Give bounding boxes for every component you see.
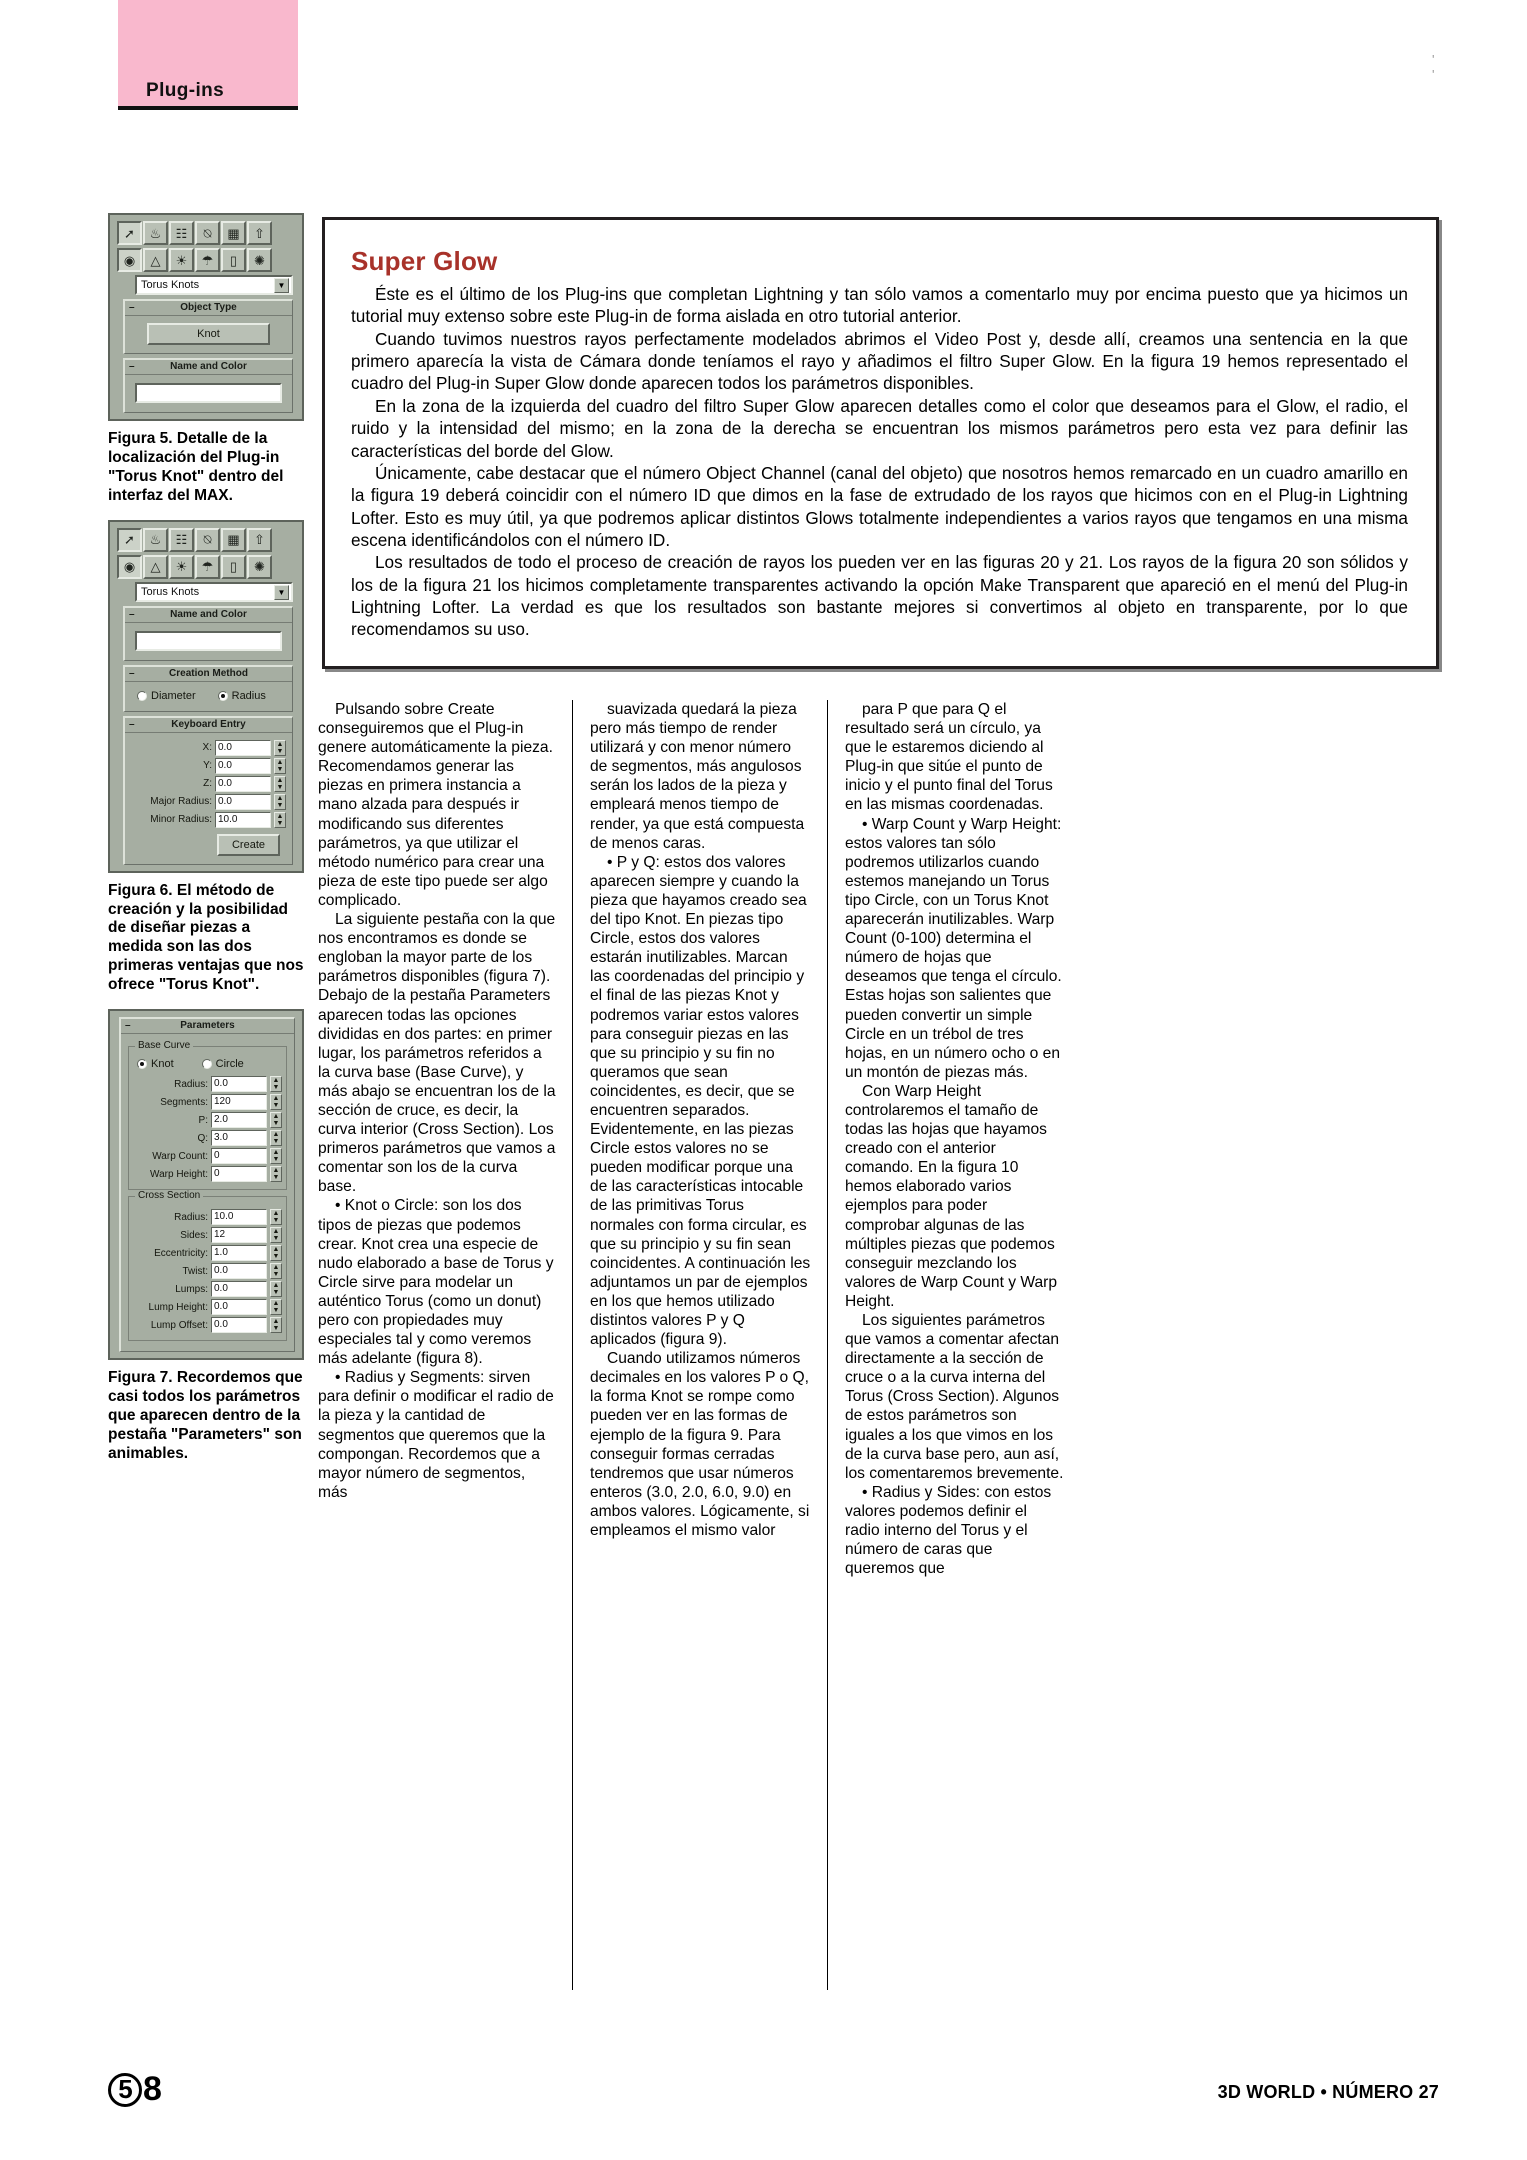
cameras-icon[interactable]: ☂ (195, 555, 220, 579)
base-curve-radios[interactable] (133, 1057, 282, 1074)
lights-icon[interactable]: ☀ (169, 248, 194, 272)
spinner-icon[interactable]: ▲ ▼ (270, 1148, 282, 1164)
publication-footer: 3D WORLD • NÚMERO 27 (1217, 2082, 1439, 2102)
rollout-title-text: Name and Color (170, 361, 247, 372)
rollout-object-type-title[interactable] (125, 301, 292, 316)
knot-button[interactable]: Knot (147, 323, 270, 345)
object-name-input[interactable] (135, 383, 282, 403)
object-icon[interactable]: ♨ (143, 528, 168, 552)
field-warp-height-label: Warp Height: (150, 1168, 208, 1180)
radio-dot-icon[interactable] (137, 691, 147, 701)
field-lumps-input[interactable]: 0.0 (211, 1281, 267, 1297)
field-sides[interactable] (133, 1227, 282, 1243)
field-cs-radius-input[interactable]: 10.0 (211, 1209, 267, 1225)
header-rule (118, 106, 298, 110)
field-eccentricity[interactable] (133, 1245, 282, 1261)
category-dropdown[interactable] (135, 582, 293, 602)
field-z-input[interactable]: 0.0 (215, 776, 271, 792)
geometry-icon[interactable]: ◉ (117, 555, 142, 579)
page-number (108, 2070, 161, 2109)
field-p-label: P: (198, 1114, 208, 1126)
rollout-name-and-color[interactable] (123, 358, 293, 413)
field-p-input[interactable]: 2.0 (211, 1112, 267, 1128)
shapes-icon[interactable]: △ (143, 555, 168, 579)
body-paragraph: La siguiente pestaña con la que nos encontramos es donde se engloban la mayor parte de los parámetros disponibles (figura 7). Debajo de la pestaña Parameters aparecen todas las opciones divididas en dos partes: en primer lugar, los parámetros referidos a la curva base (Base Curve), y más abajo se encuentran los de la sección de cruce, es decir, la curva interior (Cross Section). Los primeros parámetros que vamos a comentar son los de la curva base. (318, 911, 556, 1196)
rollout-keyboard-entry-body (125, 733, 292, 864)
field-segments-input[interactable]: 120 (211, 1094, 267, 1110)
body-paragraph: suavizada quedará la pieza pero más tiempo de render utilizará y con menor número de segmentos, más angulosos serán los lados de la pieza y empleará menos tiempo de render, ya que está compuesta de menos caras. (590, 701, 805, 852)
spinner-icon[interactable]: ▲ ▼ (270, 1076, 282, 1092)
body-paragraph: Con Warp Height controlaremos el tamaño de todas las hojas que hayamos creado con el anterior comando. En la figura 10 hemos elaborado varios ejemplos para poder comprobar algunas de las múltiples piezas que podemos conseguir mezclando los valores de Warp Count y Warp Height. (845, 1082, 1058, 1310)
command-panel-tabs-row1[interactable] (117, 221, 297, 245)
field-lump-height-input[interactable]: 0.0 (211, 1299, 267, 1315)
rollout-object-type[interactable] (123, 299, 293, 354)
field-major-radius-label: Major Radius: (150, 796, 212, 808)
spinner-icon[interactable]: ▲ ▼ (270, 1209, 282, 1225)
spinner-icon[interactable]: ▲ ▼ (270, 1299, 282, 1315)
group-cross-section (128, 1190, 287, 1341)
spinner-icon[interactable]: ▲ ▼ (270, 1263, 282, 1279)
body-column-3 (828, 700, 1083, 2000)
group-base-curve-title: Base Curve (135, 1040, 193, 1051)
radio-knot-label: Knot (151, 1058, 174, 1071)
field-base-radius[interactable] (133, 1076, 282, 1092)
spinner-icon[interactable]: ▲ ▼ (270, 1094, 282, 1110)
rollout-title-text: Creation Method (169, 667, 248, 679)
body-paragraph: • Knot o Circle: son los dos tipos de piezas que podemos crear. Knot crea una especie de nudo elaborado a base de Torus y Circle sirve para modelar un auténtico Torus (como un donut) pero con propiedades muy especiales tal y como veremos más adelante (figura 8). (318, 1197, 554, 1368)
field-z-label: Z: (203, 778, 212, 790)
figure-6-caption: Figura 6. El método de creación y la posibilidad de diseñar piezas a medida son las dos primeras ventajas que nos ofrece "Torus Knot". (108, 881, 304, 994)
field-lump-height-label: Lump Height: (148, 1301, 208, 1313)
category-dropdown-value: Torus Knots (141, 279, 200, 291)
super-glow-paragraph-2: Cuando tuvimos nuestros rayos perfectamente modelados abrimos el Video Post y, desde allí, creamos una sentencia en la que primero aparecía la vista de Cámara donde teníamos el rayo y añadimos el filtro Super Glow. En la figura 19 hemos representado el cuadro del Plug-in Super Glow donde aparecen todos los parámetros disponibles. (351, 328, 1408, 394)
rollout-title-text: Parameters (180, 1020, 235, 1032)
super-glow-paragraph-4: Únicamente, cabe destacar que el número Object Channel (canal del objeto) que nosotros hemos remarcado en un cuadro amarillo en la figura 19 deberá coincidir con el número ID que dimos en la fase de extrudado de los rayos que hicimos con en el Plug-in Lightning Lofter. Esto es muy útil, ya que podremos aplicar distintos Glows totalmente independientes a varios rayos que tengamos en una misma escena identificándolos con el número ID. (351, 462, 1408, 550)
object-icon[interactable]: ♨ (143, 221, 168, 245)
figure-5-caption: Figura 5. Detalle de la localización del Plug-in "Torus Knot" dentro del interfaz del MAX. (108, 430, 284, 504)
hierarchy-icon[interactable]: ☷ (169, 528, 194, 552)
spinner-icon[interactable]: ▲ ▼ (270, 1317, 282, 1333)
spinner-icon[interactable]: ▲ ▼ (270, 1112, 282, 1128)
field-q-label: Q: (197, 1132, 208, 1144)
field-warp-count-input[interactable]: 0 (211, 1148, 267, 1164)
super-glow-paragraph-1: Éste es el último de los Plug-ins que completan Lightning y tan sólo vamos a comentarlo muy por encima puesto que ya hicimos un tutorial muy extenso sobre este Plug-in de forma aislada en otro tutorial anterior. (351, 284, 1408, 327)
body-column-1 (318, 700, 573, 2000)
body-column-2 (573, 700, 828, 2000)
utilities-icon[interactable]: ⇧ (247, 528, 272, 552)
radio-radius[interactable] (218, 690, 266, 702)
rollout-keyboard-entry[interactable] (123, 716, 293, 865)
body-paragraph: • Radius y Segments: sirven para definir o modificar el radio de la pieza y la cantidad de segmentos que queremos que la compongan. Recordemos que a mayor número de segmentos, más (318, 1369, 554, 1501)
field-warp-height-input[interactable]: 0 (211, 1166, 267, 1182)
group-cross-section-title: Cross Section (135, 1190, 203, 1201)
radio-dot-icon[interactable] (202, 1059, 212, 1069)
rollout-creation-method[interactable] (123, 665, 293, 712)
radio-circle-label: Circle (215, 1058, 244, 1071)
rollout-parameters-body (121, 1034, 294, 1351)
field-y[interactable] (131, 758, 286, 774)
field-major-radius[interactable] (131, 794, 286, 810)
field-twist[interactable] (133, 1263, 282, 1279)
crop-marks: ' ' (1432, 52, 1457, 82)
rollout-parameters[interactable] (119, 1017, 295, 1352)
field-p[interactable] (133, 1112, 282, 1128)
page-number-circled-digit: 5 (108, 2073, 142, 2107)
motion-icon[interactable]: ⍉ (195, 528, 220, 552)
field-base-radius-label: Radius: (174, 1078, 208, 1090)
field-warp-count-label: Warp Count: (152, 1150, 208, 1162)
field-warp-height[interactable] (133, 1166, 282, 1182)
rollout-creation-method-body (125, 682, 292, 711)
radio-diameter-label: Diameter (151, 689, 196, 702)
field-sides-label: Sides: (180, 1229, 208, 1241)
max-command-panel-figure7[interactable] (108, 1009, 304, 1360)
figure-7-caption: Figura 7. Recordemos que casi todos los parámetros que aparecen dentro de la pestaña "Parameters" son animables. (108, 1369, 303, 1462)
field-z[interactable] (131, 776, 286, 792)
rollout-name-and-color-title[interactable] (125, 360, 292, 375)
spinner-icon[interactable]: ▲ ▼ (270, 1281, 282, 1297)
field-eccentricity-label: Eccentricity: (154, 1247, 208, 1259)
rollout-name-and-color[interactable] (123, 606, 293, 661)
collapse-icon[interactable]: – (129, 361, 135, 372)
collapse-icon[interactable]: – (129, 302, 135, 313)
super-glow-title: Super Glow (351, 246, 498, 276)
rollout-creation-method-title[interactable] (125, 667, 292, 682)
field-q-input[interactable]: 3.0 (211, 1130, 267, 1146)
geometry-icon[interactable]: ◉ (117, 248, 142, 272)
field-minor-radius[interactable] (131, 812, 286, 828)
chevron-down-icon[interactable]: ▼ (274, 585, 289, 600)
spinner-icon[interactable]: ▲ ▼ (274, 740, 286, 756)
body-paragraph: Los siguientes parámetros que vamos a comentar afectan directamente a la sección de cruce o a la curva interna del Torus (Cross Section). Algunos de estos parámetros son iguales a los que vimos en los de la curva base pero, aun así, los comentaremos brevemente. (845, 1312, 1064, 1482)
utilities-icon[interactable]: ⇧ (247, 221, 272, 245)
super-glow-paragraph-3: En la zona de la izquierda del cuadro del filtro Super Glow aparecen detalles como el color que deseamos para el Glow, el radio, el ruido y la intensidad del mismo; en la zona de la derecha se encuentran los mismos parámetros pero esta vez para definir las características del borde del Glow. (351, 395, 1408, 461)
field-twist-input[interactable]: 0.0 (211, 1263, 267, 1279)
field-lumps-label: Lumps: (175, 1283, 208, 1295)
figures-column (108, 213, 304, 1478)
field-y-label: Y: (203, 760, 212, 772)
rollout-title-text: Keyboard Entry (171, 718, 246, 730)
field-x[interactable] (131, 740, 286, 756)
field-segments-label: Segments: (160, 1096, 208, 1108)
cameras-icon[interactable]: ☂ (195, 248, 220, 272)
field-x-label: X: (202, 742, 212, 754)
field-twist-label: Twist: (182, 1265, 208, 1277)
radio-dot-icon[interactable] (218, 691, 228, 701)
field-segments[interactable] (133, 1094, 282, 1110)
rollout-title-text: Name and Color (170, 608, 247, 620)
super-glow-paragraph-5: Los resultados de todo el proceso de creación de rayos los pueden ver en las figuras 20 y 21. Los rayos de la figura 20 son sólidos y los de la figura 21 los hicimos completamente transparentes activando la opción Make Transparent que apareció en el menú del Plug-in Lightning Lofter. La verdad es que los resultados son bastante mejores si convertimos al objeto en transparente, por lo que recomendamos su uso. (351, 552, 1408, 640)
collapse-icon[interactable]: – (129, 608, 135, 620)
field-lump-height[interactable] (133, 1299, 282, 1315)
rollout-name-and-color-body (125, 623, 292, 660)
command-panel-tabs-row1[interactable] (117, 528, 297, 552)
category-dropdown[interactable] (135, 275, 293, 295)
field-sides-input[interactable]: 12 (211, 1227, 267, 1243)
field-minor-radius-label: Minor Radius: (150, 814, 212, 826)
body-paragraph: Pulsando sobre Create conseguiremos que el Plug-in genere automáticamente la pieza. Recomendamos generar las piezas en primera instancia a mano alzada para después ir modificando sus diferentes parámetros, ya que utilizar el método numérico para crear una pieza de este tipo puede ser algo complicado. (318, 701, 553, 909)
radio-radius-label: Radius (231, 689, 266, 702)
field-minor-radius-input[interactable]: 10.0 (215, 812, 271, 828)
body-paragraph: • P y Q: estos dos valores aparecen siempre y cuando la pieza que hayamos creado sea del tipo Knot. En piezas tipo Circle, estos dos valores estarán inutilizables. Marcan las coordenadas del principio y el final de las piezas Knot y podremos variar estos valores para conseguir piezas en las que su principio y su fin no queramos que sean coincidentes, es decir, que se encuentren separados. Evidentemente, en las piezas Circle estos valores no se pueden modificar porque una de las características intocable de las primitivas Torus normales con forma circular, es que su principio y su fin sean coincidentes. A continuación les adjuntamos un par de ejemplos en los que hemos utilizado distintos valores P y Q aplicados (figura 9). (590, 853, 811, 1349)
create-button[interactable]: Create (217, 834, 280, 856)
rollout-name-and-color-body (125, 375, 292, 412)
spinner-icon[interactable]: ▲ ▼ (270, 1245, 282, 1261)
field-base-radius-input[interactable]: 0.0 (211, 1076, 267, 1092)
spinner-icon[interactable]: ▲ ▼ (270, 1166, 282, 1182)
rollout-keyboard-entry-title[interactable] (125, 718, 292, 733)
create-category-tabs-row2[interactable] (117, 248, 297, 272)
collapse-icon[interactable]: – (129, 667, 135, 679)
lights-icon[interactable]: ☀ (169, 555, 194, 579)
radio-dot-icon[interactable] (137, 1059, 147, 1069)
super-glow-callout (322, 217, 1439, 669)
spacewarp-icon[interactable]: ✺ (247, 248, 272, 272)
chevron-down-icon[interactable]: ▼ (274, 278, 289, 293)
motion-icon[interactable]: ⍉ (195, 221, 220, 245)
radio-diameter[interactable] (137, 690, 196, 702)
body-paragraph: • Radius y Sides: con estos valores podemos definir el radio interno del Torus y el número de caras que queremos que (845, 1483, 1052, 1578)
section-tab-block (118, 0, 298, 108)
field-lump-offset-input[interactable]: 0.0 (211, 1317, 267, 1333)
field-cs-radius[interactable] (133, 1209, 282, 1225)
rollout-name-and-color-title[interactable] (125, 608, 292, 623)
display-icon[interactable]: ▦ (221, 221, 246, 245)
hierarchy-icon[interactable]: ☷ (169, 221, 194, 245)
max-command-panel-figure6[interactable] (108, 520, 304, 873)
field-cs-radius-label: Radius: (174, 1211, 208, 1223)
field-x-input[interactable]: 0.0 (215, 740, 271, 756)
spinner-icon[interactable]: ▲ ▼ (270, 1227, 282, 1243)
collapse-icon[interactable]: – (129, 718, 135, 730)
field-y-input[interactable]: 0.0 (215, 758, 271, 774)
spinner-icon[interactable]: ▲ ▼ (274, 812, 286, 828)
field-major-radius-input[interactable]: 0.0 (215, 794, 271, 810)
field-lumps[interactable] (133, 1281, 282, 1297)
body-paragraph: • Warp Count y Warp Height: estos valores tan sólo podremos utilizarlos cuando estemos manejando un Torus tipo Circle, con un Torus Knot aparecerán inutilizables. Warp Count (0-100) determina el número de hojas que deseamos que tenga el círculo. Estas hojas son salientes que pueden convertir un simple Circle en un trébol de tres hojas, en un número ocho o en un montón de piezas más. (845, 815, 1062, 1081)
object-name-input[interactable] (135, 631, 282, 651)
field-eccentricity-input[interactable]: 1.0 (211, 1245, 267, 1261)
arrow-select-icon[interactable]: ➚ (117, 221, 142, 245)
shapes-icon[interactable]: △ (143, 248, 168, 272)
rollout-object-type-body (125, 316, 292, 353)
display-icon[interactable]: ▦ (221, 528, 246, 552)
create-category-tabs-row2[interactable] (117, 555, 297, 579)
field-warp-count[interactable] (133, 1148, 282, 1164)
spinner-icon[interactable]: ▲ ▼ (270, 1130, 282, 1146)
spacewarp-icon[interactable]: ✺ (247, 555, 272, 579)
section-tab-label: Plug-ins (146, 80, 225, 101)
page-number-digit: 8 (143, 2070, 161, 2108)
radio-circle[interactable] (202, 1058, 244, 1070)
max-command-panel-figure5[interactable] (108, 213, 304, 421)
arrow-select-icon[interactable]: ➚ (117, 528, 142, 552)
category-dropdown-value: Torus Knots (141, 585, 200, 598)
field-lump-offset[interactable] (133, 1317, 282, 1333)
radio-knot[interactable] (137, 1058, 174, 1070)
creation-method-radios[interactable] (131, 687, 286, 705)
rollout-title-text: Object Type (180, 302, 237, 313)
field-lump-offset-label: Lump Offset: (150, 1319, 208, 1331)
rollout-parameters-title[interactable] (121, 1019, 294, 1034)
body-paragraph: Cuando utilizamos números decimales en los valores P o Q, la forma Knot se rompe como pueden ver en las formas de ejemplo de la figura 9. Para conseguir formas cerradas tendremos que usar números enteros (3.0, 2.0, 6.0, 9.0) en ambos valores. Lógicamente, si empleamos el mismo valor (590, 1350, 810, 1540)
spinner-icon[interactable]: ▲ ▼ (274, 776, 286, 792)
body-paragraph: para P que para Q el resultado será un círculo, ya que le estaremos diciendo al Plug-in que sitúe el punto de inicio y el punto final del Torus en las mismas coordenadas. (845, 701, 1053, 814)
group-base-curve (128, 1040, 287, 1190)
helpers-icon[interactable]: ▯ (221, 555, 246, 579)
body-text-columns (318, 700, 1440, 2000)
field-q[interactable] (133, 1130, 282, 1146)
spinner-icon[interactable]: ▲ ▼ (274, 794, 286, 810)
helpers-icon[interactable]: ▯ (221, 248, 246, 272)
collapse-icon[interactable]: – (125, 1020, 131, 1032)
spinner-icon[interactable]: ▲ ▼ (274, 758, 286, 774)
